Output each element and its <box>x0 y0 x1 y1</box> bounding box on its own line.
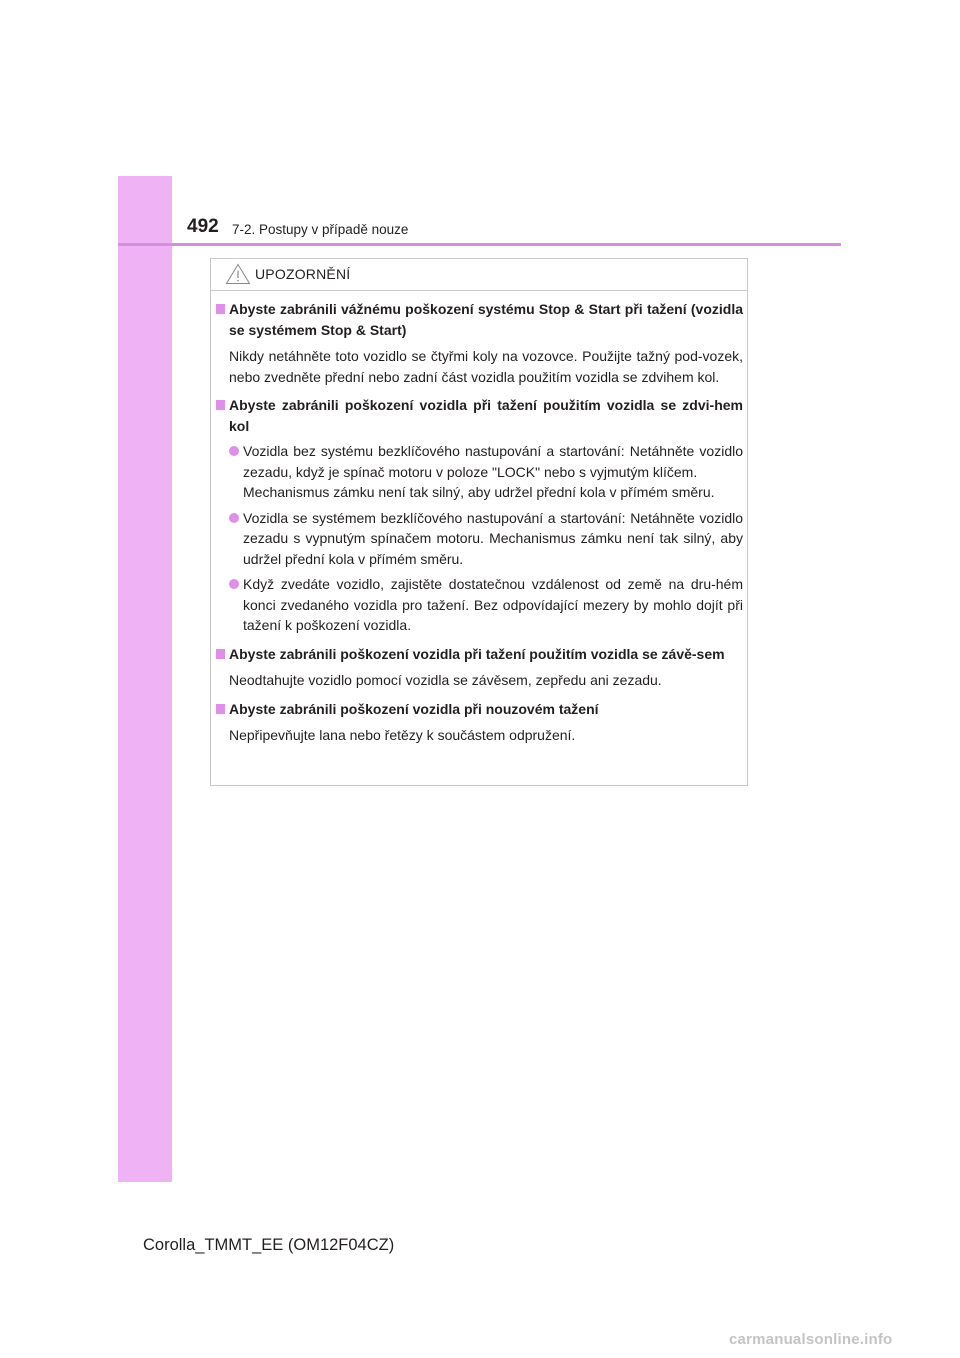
side-color-bar <box>118 176 172 1182</box>
caution-box <box>210 258 748 786</box>
caution-item-title: Abyste zabránili poškození vozidla při nouzovém tažení <box>216 699 743 720</box>
header-rule <box>118 243 841 246</box>
caution-label: UPOZORNĚNÍ <box>255 266 351 282</box>
caution-header <box>211 259 747 291</box>
bullet-text: Když zvedáte vozidlo, zajistěte dostatečnou vzdálenost od země na dru-hém konci zvedaného vozidla pro tažení. Bez odpovídající mezery by mohlo dojít při tažení k poškození vozidla. <box>243 576 743 633</box>
square-bullet-icon <box>216 400 229 436</box>
caution-item-title: Abyste zabránili poškození vozidla při tažení použitím vozidla se zdvi-hem kol <box>216 395 743 436</box>
caution-item-text: Nikdy netáhněte toto vozidlo se čtyřmi koly na vozovce. Použijte tažný pod-vozek, nebo zvedněte přední nebo zadní část vozidla použitím vozidla se zdvihem kol. <box>229 348 743 385</box>
caution-item <box>216 299 743 387</box>
watermark: carmanualsonline.info <box>729 1331 893 1348</box>
round-bullet-icon <box>229 446 243 503</box>
caution-item-title: Abyste zabránili poškození vozidla při tažení použitím vozidla se závě-sem <box>216 644 743 665</box>
list-item <box>229 508 743 570</box>
square-bullet-icon <box>216 304 229 340</box>
square-bullet-icon <box>216 649 229 665</box>
square-bullet-icon <box>216 704 229 720</box>
bullet-text: Vozidla se systémem bezklíčového nastupování a startování: Netáhněte vozidlo zezadu s vypnutým spínačem motoru. Mechanismus zámku není tak silný, aby udržel přední kola v přímém směru. <box>243 509 743 567</box>
list-item <box>229 441 743 503</box>
caution-item-text: Neodtahujte vozidlo pomocí vozidla se závěsem, zepředu ani zezadu. <box>229 672 662 688</box>
section-title: 7-2. Postupy v případě nouze <box>232 222 409 237</box>
warning-triangle-icon <box>225 263 251 285</box>
caution-item-title: Abyste zabránili vážnému poškození systému Stop & Start při tažení (vozidla se systémem Stop & Start) <box>216 299 743 340</box>
caution-item <box>216 699 743 746</box>
caution-item <box>216 395 743 636</box>
caution-body <box>216 299 743 754</box>
footer-document-code: Corolla_TMMT_EE (OM12F04CZ) <box>143 1236 395 1254</box>
round-bullet-icon <box>229 579 243 636</box>
page-number: 492 <box>187 216 219 237</box>
caution-item <box>216 644 743 691</box>
bullet-text: Vozidla bez systému bezklíčového nastupování a startování: Netáhněte vozidlo zezadu, když je spínač motoru v poloze "LOCK" nebo s vyjmutým klíčem. <box>243 443 743 480</box>
round-bullet-icon <box>229 513 243 570</box>
caution-item-text: Nepřipevňujte lana nebo řetězy k součástem odpružení. <box>229 727 576 743</box>
list-item <box>229 574 743 636</box>
bullet-text-note: Mechanismus zámku není tak silný, aby udržel přední kola v přímém směru. <box>243 484 715 500</box>
